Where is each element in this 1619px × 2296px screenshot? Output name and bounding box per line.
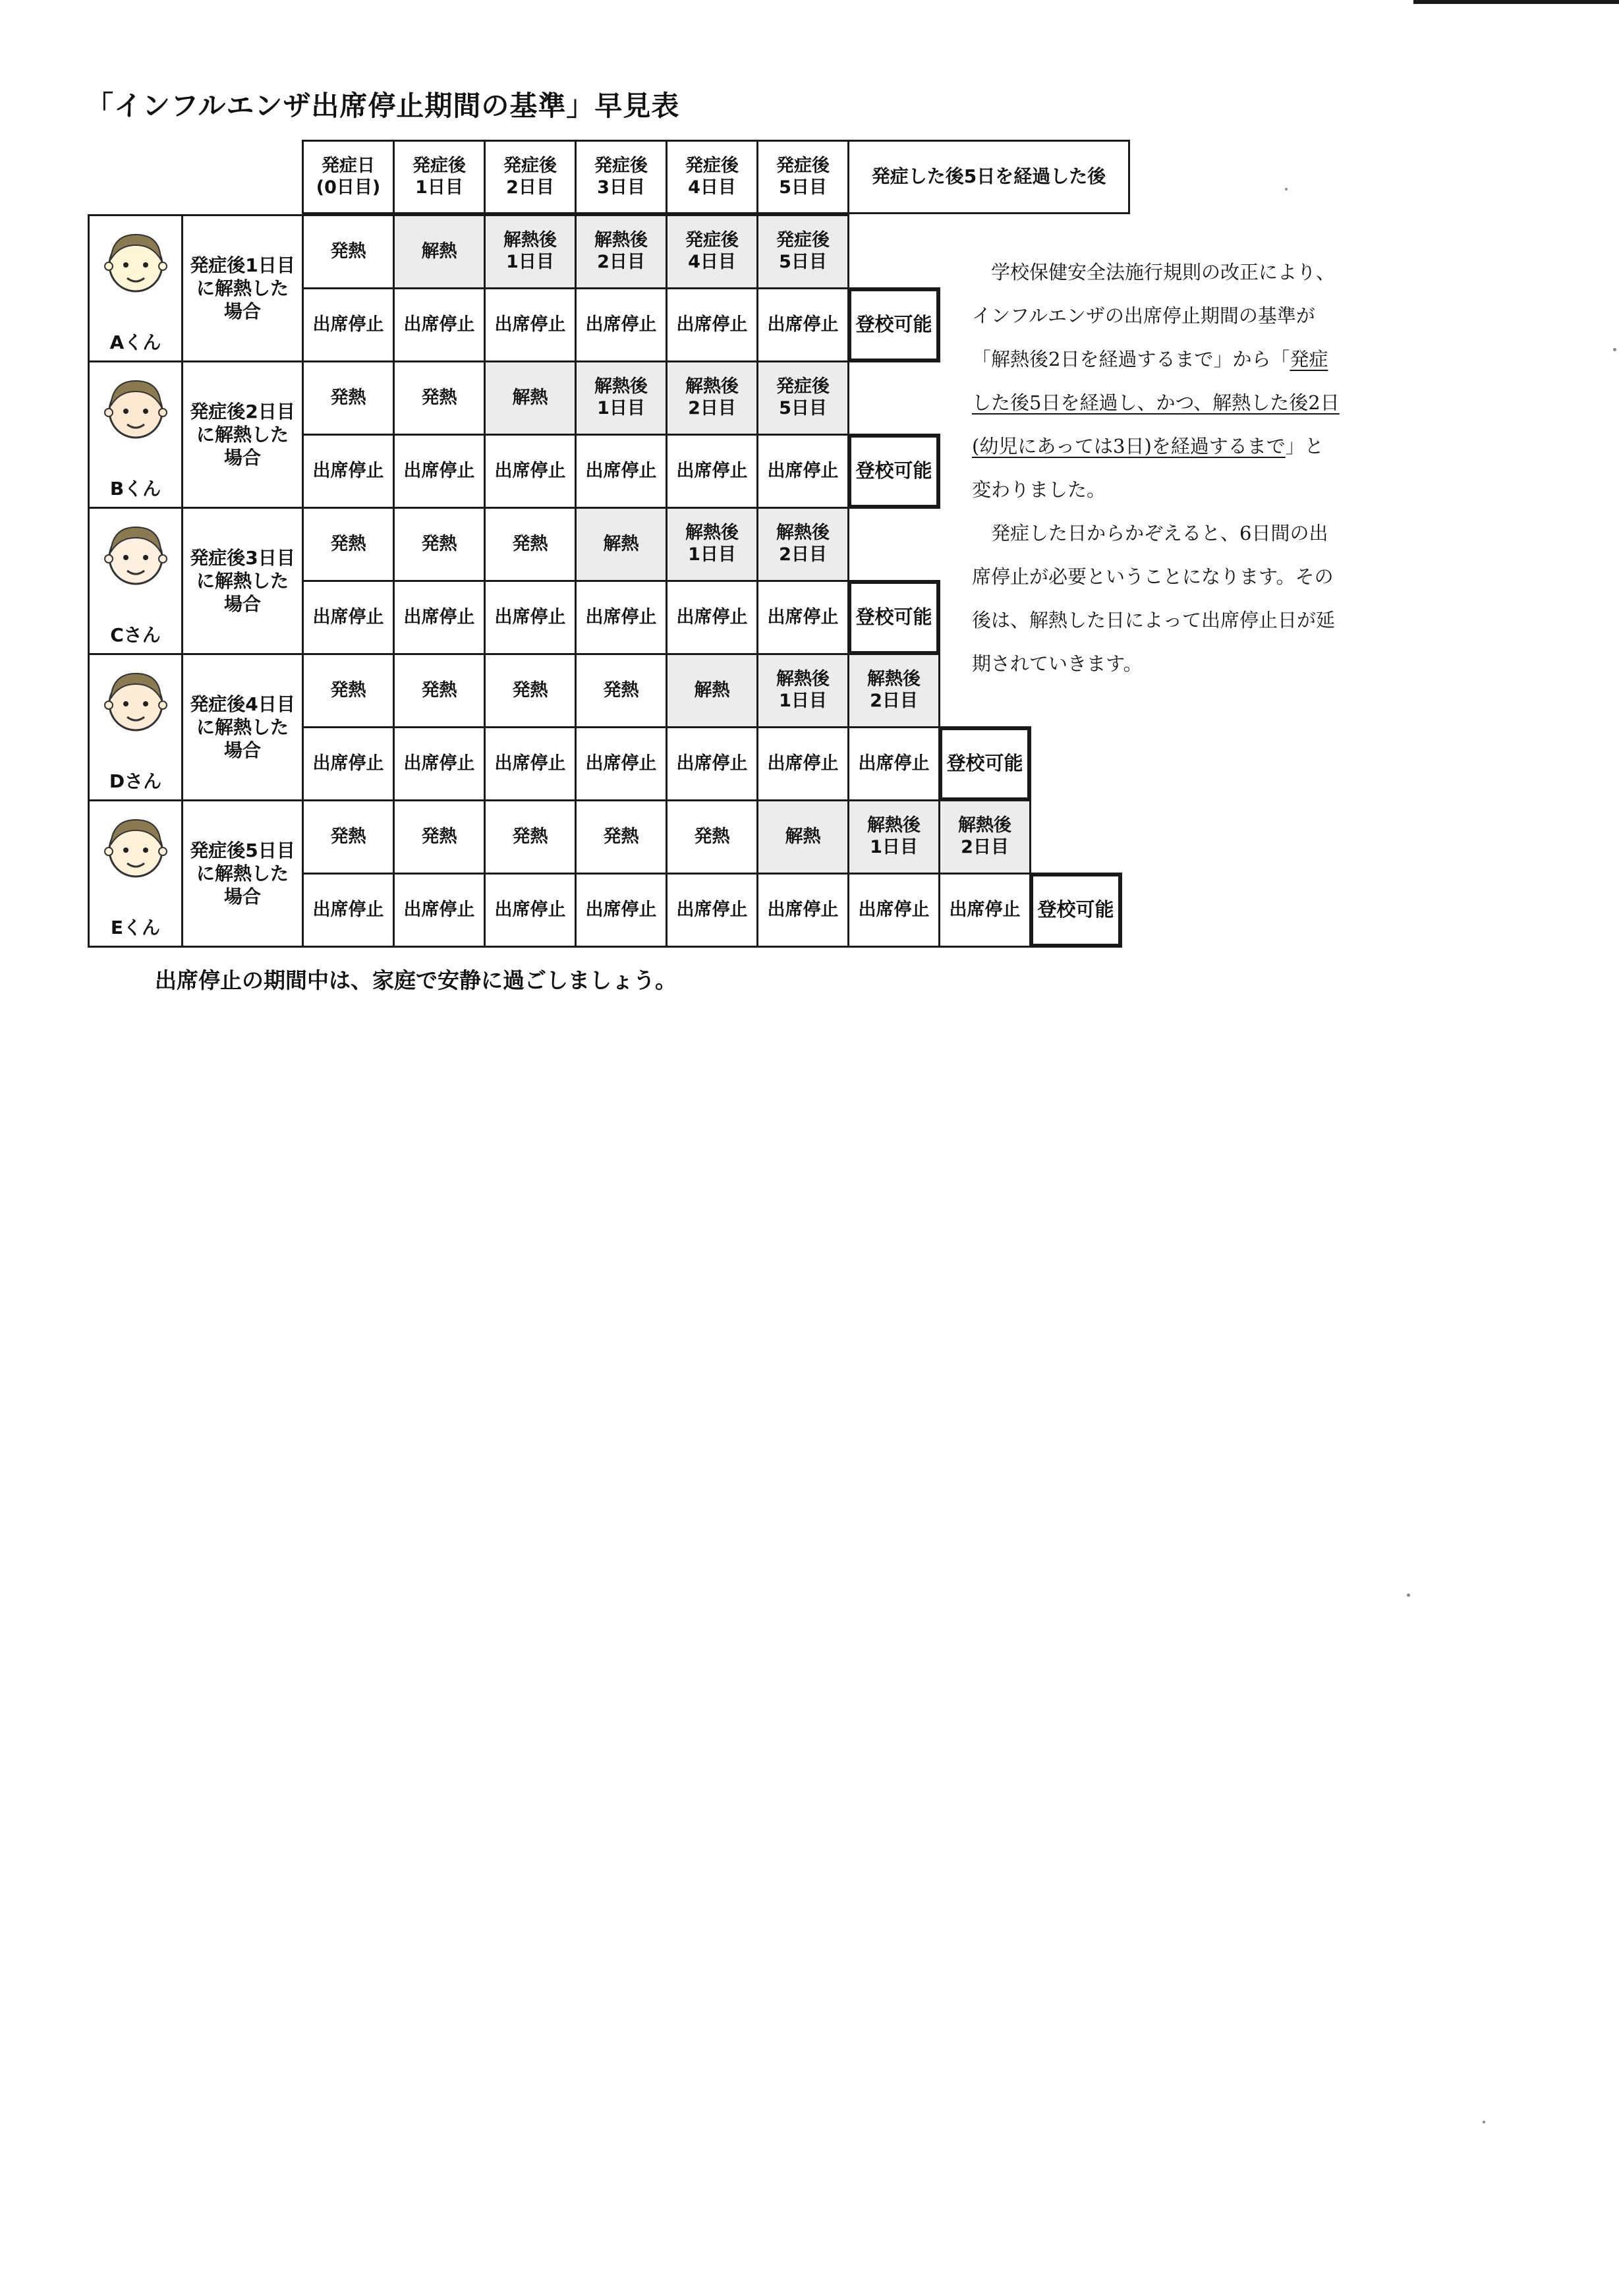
attendance-cell-text: 出席停止	[767, 460, 839, 481]
attendance-cell	[666, 580, 758, 655]
attendance-cell	[756, 726, 849, 801]
symptom-cell	[302, 507, 395, 582]
attendance-cell	[302, 726, 395, 801]
attendance-cell-text: 出席停止	[585, 899, 657, 920]
return-to-school-cell-text: 登校可能	[855, 313, 932, 336]
symptom-cell	[756, 214, 849, 289]
attendance-cell-text: 出席停止	[858, 753, 930, 774]
attendance-cell-text: 出席停止	[585, 460, 657, 481]
attendance-cell	[756, 434, 849, 509]
attendance-cell	[484, 287, 577, 362]
symptom-cell-text: 発熱	[330, 387, 366, 408]
symptom-cell-text: 解熱	[421, 241, 457, 262]
symptom-cell	[393, 799, 486, 875]
attendance-cell-text: 出席停止	[312, 899, 384, 920]
symptom-cell-text: 発熱	[694, 826, 730, 847]
symptom-cell	[484, 360, 577, 436]
condition-cell-3	[181, 653, 304, 801]
attendance-cell	[756, 873, 849, 948]
scan-speck	[1483, 2121, 1485, 2123]
attendance-cell-text: 出席停止	[494, 314, 566, 335]
header-day-3	[575, 140, 667, 214]
explanation-paragraph-2: 発症した日からかぞえると、6日間の出席停止が必要ということになります。その後は、解熱した日によって出席停止日が延期されていきます。	[972, 522, 1336, 675]
symptom-cell	[666, 214, 758, 289]
attendance-cell-text: 出席停止	[676, 314, 748, 335]
explanation-text-a: 学校保健安全法施行規則の改正により、インフルエンザの出席停止期間の基準が「解熱後2日を経過するまで」から「	[972, 261, 1336, 370]
symptom-cell	[666, 507, 758, 582]
header-day-3-text: 発症後 3日目	[594, 155, 648, 198]
attendance-cell-text: 出席停止	[312, 606, 384, 627]
symptom-cell-text: 解熱後 2日目	[594, 230, 648, 272]
attendance-cell	[666, 287, 758, 362]
symptom-cell	[484, 214, 577, 289]
return-to-school-cell-text: 登校可能	[1037, 898, 1114, 921]
child-face-icon	[99, 664, 172, 738]
attendance-cell	[302, 434, 395, 509]
scan-edge-mark	[1413, 0, 1619, 4]
symptom-cell-text: 発熱	[512, 533, 548, 554]
attendance-cell	[847, 873, 940, 948]
symptom-cell	[393, 360, 486, 436]
attendance-cell-text: 出席停止	[858, 899, 930, 920]
attendance-cell	[756, 287, 849, 362]
symptom-cell-text: 発熱	[603, 679, 639, 701]
symptom-cell	[575, 653, 667, 728]
symptom-cell-text: 解熱後 2日目	[867, 669, 921, 711]
symptom-cell-text: 解熱後 2日目	[685, 376, 739, 418]
attendance-cell	[393, 726, 486, 801]
child-name: Aくん	[109, 331, 161, 353]
symptom-cell	[484, 799, 577, 875]
condition-cell-1-text: 発症後2日目 に解熱した 場合	[190, 401, 295, 469]
symptom-cell	[302, 360, 395, 436]
header-after-5-days	[847, 140, 1130, 214]
child-face-icon	[99, 372, 172, 445]
attendance-cell-text: 出席停止	[312, 314, 384, 335]
attendance-cell-text: 出席停止	[676, 460, 748, 481]
attendance-cell	[302, 873, 395, 948]
attendance-cell	[393, 287, 486, 362]
symptom-cell-text: 発熱	[330, 241, 366, 262]
explanation-underlined-rule: 発症した後5日を経過し、かつ、解熱した後2日(幼児にあっては3日)を経過するまで	[972, 348, 1340, 457]
attendance-cell-text: 出席停止	[494, 899, 566, 920]
symptom-cell	[484, 653, 577, 728]
attendance-cell	[575, 287, 667, 362]
symptom-cell	[847, 653, 940, 728]
attendance-cell-text: 出席停止	[585, 314, 657, 335]
symptom-cell	[575, 214, 667, 289]
child-name: Bくん	[109, 477, 161, 500]
attendance-cell	[302, 580, 395, 655]
header-day-0-text: 発症日 (0日目)	[316, 155, 381, 198]
header-day-2-text: 発症後 2日目	[503, 155, 557, 198]
child-face-icon	[99, 811, 172, 884]
condition-cell-2-text: 発症後3日目 に解熱した 場合	[190, 547, 295, 615]
symptom-cell-text: 発熱	[512, 826, 548, 847]
condition-cell-3-text: 発症後4日目 に解熱した 場合	[190, 693, 295, 761]
symptom-cell	[666, 653, 758, 728]
attendance-cell	[938, 873, 1031, 948]
attendance-cell	[393, 434, 486, 509]
attendance-cell	[484, 580, 577, 655]
attendance-cell-text: 出席停止	[767, 314, 839, 335]
symptom-cell	[666, 360, 758, 436]
attendance-cell-text: 出席停止	[403, 314, 475, 335]
scan-speck	[1613, 348, 1616, 351]
attendance-cell	[302, 287, 395, 362]
symptom-cell-text: 解熱後 2日目	[776, 523, 830, 565]
symptom-cell	[302, 653, 395, 728]
return-to-school-cell-text: 登校可能	[855, 459, 932, 482]
header-day-1	[393, 140, 486, 214]
attendance-cell-text: 出席停止	[676, 606, 748, 627]
attendance-cell-text: 出席停止	[312, 753, 384, 774]
return-to-school-cell	[847, 287, 940, 362]
symptom-cell-text: 発熱	[330, 679, 366, 701]
attendance-cell	[756, 580, 849, 655]
attendance-cell	[575, 726, 667, 801]
attendance-cell	[575, 873, 667, 948]
attendance-cell-text: 出席停止	[676, 899, 748, 920]
symptom-cell	[666, 799, 758, 875]
child-cell-2	[88, 507, 183, 655]
attendance-cell-text: 出席停止	[949, 899, 1021, 920]
symptom-cell-text: 発熱	[421, 387, 457, 408]
condition-cell-0	[181, 214, 304, 362]
attendance-cell	[484, 873, 577, 948]
header-day-0	[302, 140, 395, 214]
symptom-cell-text: 解熱後 2日目	[958, 815, 1011, 857]
attendance-cell-text: 出席停止	[494, 606, 566, 627]
header-day-5-text: 発症後 5日目	[776, 155, 830, 198]
child-name: Eくん	[110, 916, 161, 938]
attendance-cell	[484, 434, 577, 509]
symptom-cell-text: 発熱	[421, 533, 457, 554]
child-name: Dさん	[109, 770, 162, 792]
page-title: 「インフルエンザ出席停止期間の基準」早見表	[86, 90, 680, 122]
symptom-cell-text: 発熱	[512, 679, 548, 701]
symptom-cell-text: 解熱後 1日目	[503, 230, 557, 272]
symptom-cell	[302, 799, 395, 875]
symptom-cell-text: 発症後 4日目	[685, 230, 739, 272]
attendance-cell	[847, 726, 940, 801]
symptom-cell-text: 解熱後 1日目	[867, 815, 921, 857]
attendance-cell	[666, 434, 758, 509]
symptom-cell	[393, 507, 486, 582]
child-cell-3	[88, 653, 183, 801]
attendance-cell-text: 出席停止	[767, 606, 839, 627]
attendance-cell-text: 出席停止	[403, 606, 475, 627]
attendance-cell-text: 出席停止	[494, 460, 566, 481]
attendance-cell	[575, 580, 667, 655]
symptom-cell-text: 発熱	[421, 679, 457, 701]
header-after-5-days-text: 発症した後5日を経過した後	[871, 165, 1106, 188]
scan-speck	[1407, 1593, 1410, 1597]
return-to-school-cell-text: 登校可能	[855, 606, 932, 629]
attendance-cell-text: 出席停止	[585, 606, 657, 627]
header-day-5	[756, 140, 849, 214]
symptom-cell	[575, 799, 667, 875]
condition-cell-4-text: 発症後5日目 に解熱した 場合	[190, 840, 295, 907]
return-to-school-cell	[1029, 873, 1122, 948]
symptom-cell	[302, 214, 395, 289]
condition-cell-4	[181, 799, 304, 948]
symptom-cell-text: 解熱後 1日目	[685, 523, 739, 565]
header-day-2	[484, 140, 577, 214]
footer-note: 出席停止の期間中は、家庭で安静に過ごしましょう。	[155, 967, 677, 993]
symptom-cell	[756, 507, 849, 582]
condition-cell-2	[181, 507, 304, 655]
symptom-cell	[756, 360, 849, 436]
attendance-cell-text: 出席停止	[403, 899, 475, 920]
child-cell-4	[88, 799, 183, 948]
symptom-cell-text: 解熱後 1日目	[776, 669, 830, 711]
symptom-cell-text: 発熱	[330, 533, 366, 554]
symptom-cell	[575, 360, 667, 436]
explanation-paragraph-1	[972, 250, 1341, 511]
attendance-cell-text: 出席停止	[767, 899, 839, 920]
header-day-4-text: 発症後 4日目	[685, 155, 739, 198]
symptom-cell-text: 解熱	[694, 679, 730, 701]
attendance-cell-text: 出席停止	[312, 460, 384, 481]
symptom-cell	[575, 507, 667, 582]
child-face-icon	[99, 518, 172, 592]
symptom-cell-text: 発熱	[421, 826, 457, 847]
return-to-school-cell-text: 登校可能	[946, 752, 1023, 775]
explanation-text-b: 」と変わりました。	[972, 435, 1324, 501]
symptom-cell	[484, 507, 577, 582]
header-day-1-text: 発症後 1日目	[412, 155, 466, 198]
attendance-cell-text: 出席停止	[403, 460, 475, 481]
symptom-cell	[756, 799, 849, 875]
scan-speck	[1285, 188, 1288, 190]
symptom-cell	[938, 799, 1031, 875]
symptom-cell-text: 発症後 5日目	[776, 376, 830, 418]
attendance-cell	[393, 873, 486, 948]
explanation-text	[972, 250, 1341, 685]
attendance-cell-text: 出席停止	[494, 753, 566, 774]
symptom-cell-text: 解熱後 1日目	[594, 376, 648, 418]
attendance-cell	[393, 580, 486, 655]
symptom-cell	[393, 653, 486, 728]
symptom-cell	[756, 653, 849, 728]
child-face-icon	[99, 225, 172, 299]
symptom-cell-text: 発熱	[603, 826, 639, 847]
return-to-school-cell	[938, 726, 1031, 801]
attendance-cell	[484, 726, 577, 801]
child-name: Cさん	[110, 623, 161, 646]
child-cell-0	[88, 214, 183, 362]
header-day-4	[666, 140, 758, 214]
attendance-cell	[666, 873, 758, 948]
attendance-cell-text: 出席停止	[767, 753, 839, 774]
attendance-cell-text: 出席停止	[403, 753, 475, 774]
symptom-cell-text: 発症後 5日目	[776, 230, 830, 272]
attendance-cell-text: 出席停止	[676, 753, 748, 774]
condition-cell-0-text: 発症後1日目 に解熱した 場合	[190, 254, 295, 322]
attendance-cell	[575, 434, 667, 509]
attendance-cell	[666, 726, 758, 801]
symptom-cell-text: 発熱	[330, 826, 366, 847]
symptom-cell-text: 解熱	[603, 533, 639, 554]
symptom-cell-text: 解熱	[512, 387, 548, 408]
symptom-cell	[847, 799, 940, 875]
return-to-school-cell	[847, 434, 940, 509]
attendance-cell-text: 出席停止	[585, 753, 657, 774]
return-to-school-cell	[847, 580, 940, 655]
condition-cell-1	[181, 360, 304, 509]
symptom-cell-text: 解熱	[785, 826, 821, 847]
child-cell-1	[88, 360, 183, 509]
symptom-cell	[393, 214, 486, 289]
